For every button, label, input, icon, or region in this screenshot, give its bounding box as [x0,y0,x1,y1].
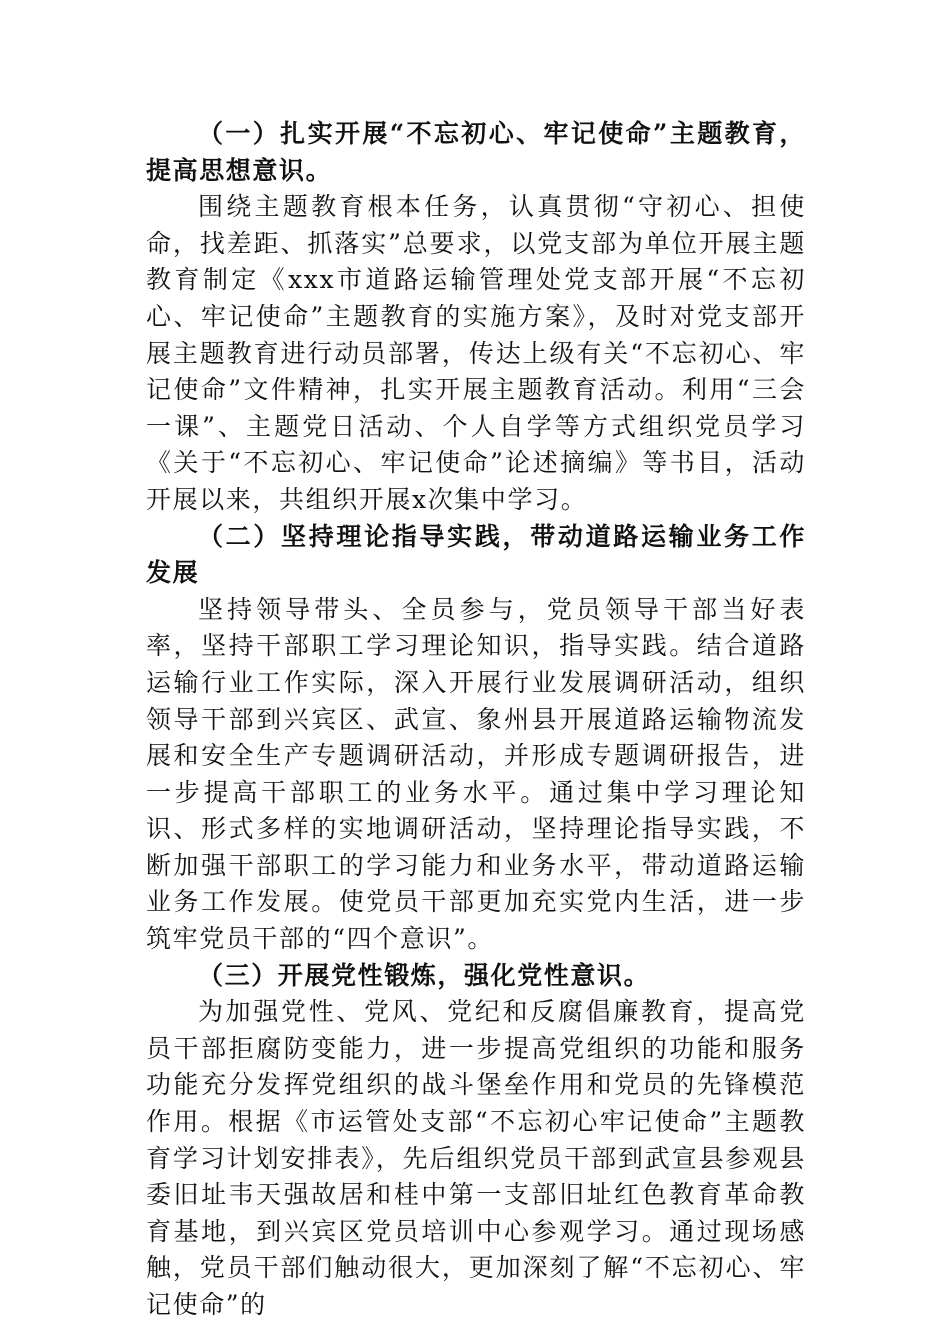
section-2-body: 坚持领导带头、全员参与，党员领导干部当好表率，坚持干部职工学习理论知识，指导实践。结合道路运输行业工作实际，深入开展行业发展调研活动，组织领导干部到兴宾区、武宣、象州县开展道路运输物流发展和安全生产专题调研活动，并形成专题调研报告，进一步提高干部职工的业务水平。通过集中学习理论知识、形式多样的实地调研活动，坚持理论指导实践，不断加强干部职工的学习能力和业务水平，带动道路运输业务工作发展。使党员干部更加充实党内生活，进一步筑牢党员干部的“四个意识”。 [146,594,806,954]
section-1-body: 围绕主题教育根本任务，认真贯彻“守初心、担使命，找差距、抓落实”总要求，以党支部为单位开展主题教育制定《xxx市道路运输管理处党支部开展“不忘初心、牢记使命”主题教育的实施方案》，及时对党支部开展主题教育进行动员部署，传达上级有关“不忘初心、牢记使命”文件精神，扎实开展主题教育活动。利用“三会一课”、主题党日活动、个人自学等方式组织党员学习《关于“不忘初心、牢记使命”论述摘编》等书目，活动开展以来，共组织开展x次集中学习。 [146,192,806,514]
section-3-heading: （三）开展党性锻炼，强化党性意识。 [198,960,651,990]
document-body [146,116,806,1324]
section-1-heading: （一）扎实开展“不忘初心、牢记使命”主题教育，提高思想意识。 [146,119,806,185]
section-3-body: 为加强党性、党风、党纪和反腐倡廉教育，提高党员干部拒腐防变能力，进一步提高党组织的功能和服务功能充分发挥党组织的战斗堡垒作用和党员的先锋模范作用。根据《市运管处支部“不忘初心牢记使命”主题教育学习计划安排表》，先后组织党员干部到武宣县参观县委旧址韦天强故居和桂中第一支部旧址红色教育革命教育基地，到兴宾区党员培训中心参观学习。通过现场感触，党员干部们触动很大，更加深刻了解“不忘初心、牢记使命”的 [146,997,806,1319]
section-2-heading: （二）坚持理论指导实践，带动道路运输业务工作发展 [146,521,806,588]
